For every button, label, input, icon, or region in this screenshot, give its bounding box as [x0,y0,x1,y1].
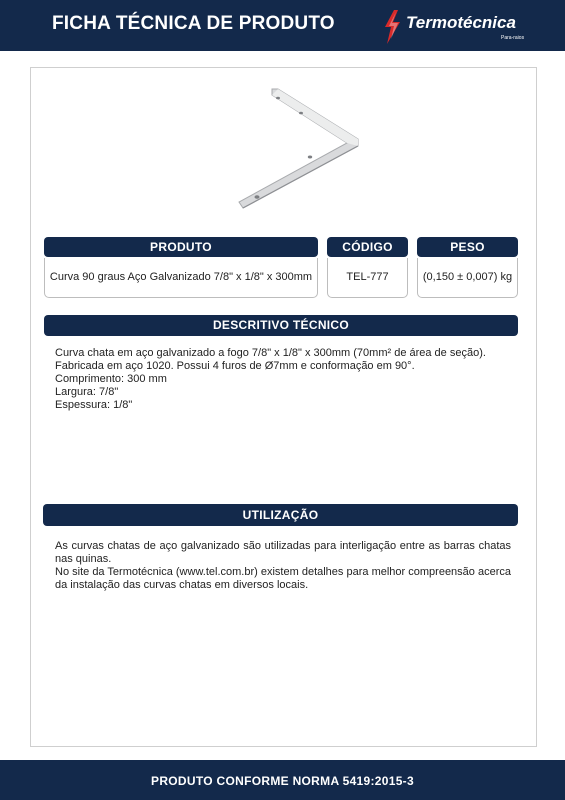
page-footer [0,760,565,800]
peso-header: PESO [417,237,518,257]
product-image [235,86,360,211]
descritivo-heading: DESCRITIVO TÉCNICO [44,315,518,336]
descritivo-line: Curva chata em aço galvanizado a fogo 7/8" x 1/8" x 300mm (70mm² de área de seção). [55,347,486,359]
utilizacao-paragraph: No site da Termotécnica (www.tel.com.br) existem detalhes para melhor compreensão acerca da instalação das curvas chatas em diversos locais. [55,566,511,591]
descritivo-line: Espessura: 1/8" [55,399,133,411]
termotecnica-logo [381,10,531,44]
lightning-logo-icon [381,10,403,44]
peso-value: (0,150 ± 0,007) kg [417,258,518,298]
utilizacao-heading: UTILIZAÇÃO [43,504,518,526]
produto-value: Curva 90 graus Aço Galvanizado 7/8" x 1/8" x 300mm [44,258,318,298]
descritivo-line: Largura: 7/8" [55,386,119,398]
produto-header: PRODUTO [44,237,318,257]
codigo-value: TEL-777 [327,258,408,298]
descritivo-text [55,347,515,412]
logo-name: Termotécnica [406,13,516,32]
descritivo-line: Fabricada em aço 1020. Possui 4 furos de Ø7mm e conformação em 90°. [55,360,415,372]
norma-text: PRODUTO CONFORME NORMA 5419:2015-3 [151,774,414,788]
utilizacao-paragraph: As curvas chatas de aço galvanizado são utilizadas para interligação entre as barras chatas nas quinas. [55,540,511,565]
page-header [0,0,565,51]
codigo-header: CÓDIGO [327,237,408,257]
utilizacao-text [55,540,511,592]
logo-tagline: Para-raios [501,35,525,41]
page-title: FICHA TÉCNICA DE PRODUTO [52,13,335,34]
descritivo-line: Comprimento: 300 mm [55,373,167,385]
